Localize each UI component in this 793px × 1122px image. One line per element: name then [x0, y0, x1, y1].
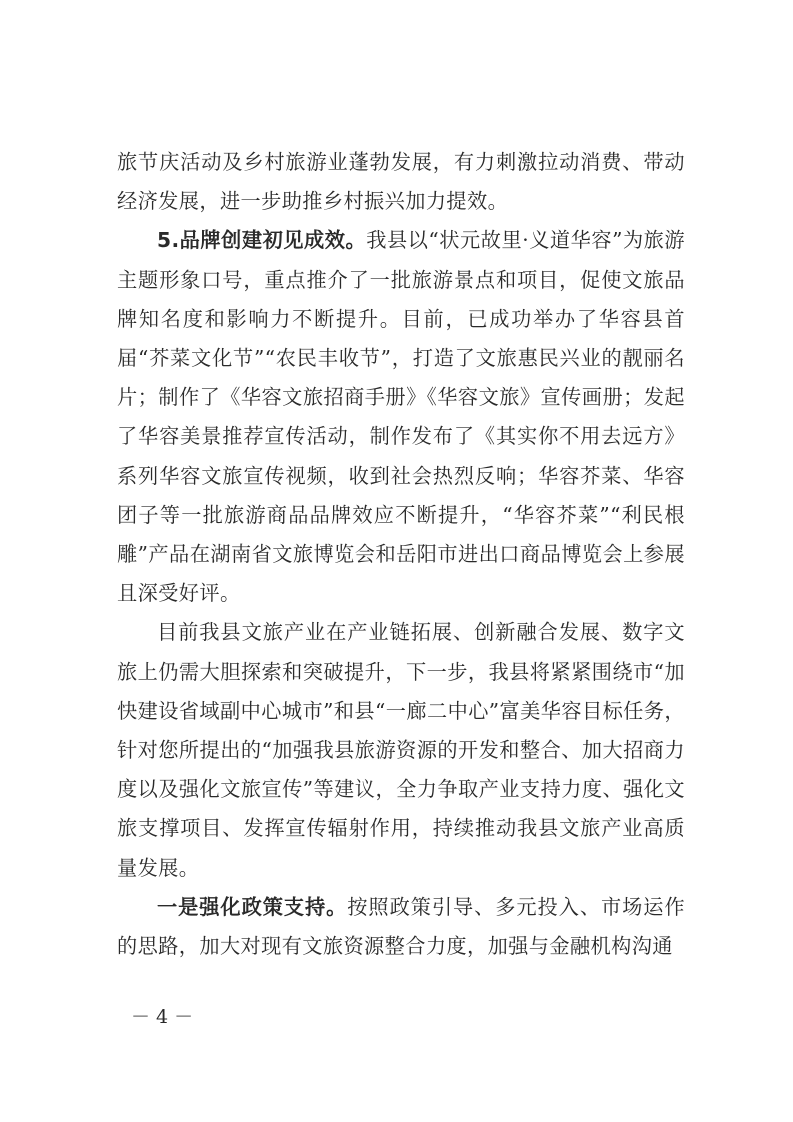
document-body [117, 143, 685, 966]
paragraph-text: 按照政策引导、多元投入、市场运作的思路，加大对现有文旅资源整合力度，加强与金融机构沟通 [117, 894, 685, 959]
paragraph-next-steps [117, 613, 685, 887]
paragraph-heading: 一是强化政策支持。 [157, 894, 348, 919]
paragraph-continuation [117, 143, 685, 221]
paragraph-policy-support [117, 888, 685, 966]
paragraph-text: 我县以“状元故里·义道华容”为旅游主题形象口号，重点推介了一批旅游景点和项目，促使文旅品牌知名度和影响力不断提升。目前，已成功举办了华容县首届“芥菜文化节”“农民丰收节”，打造了文旅惠民兴业的靓丽名片；制作了《华容文旅招商手册》《华容文旅》宣传画册；发起了华容美景推荐宣传活动，制作发布了《其实你不用去远方》系列华容文旅宣传视频，收到社会热烈反响；华容芥菜、华容团子等一批旅游商品品牌效应不断提升，“华容芥菜”“利民根雕”产品在湖南省文旅博览会和岳阳市进出口商品博览会上参展且深受好评。 [117, 228, 685, 606]
paragraph-text: 旅节庆活动及乡村旅游业蓬勃发展，有力刺激拉动消费、带动经济发展，进一步助推乡村振兴加力提效。 [117, 150, 685, 214]
page-number: － 4 － [131, 1006, 194, 1028]
paragraph-brand-building [117, 221, 685, 613]
paragraph-text: 目前我县文旅产业在产业链拓展、创新融合发展、数字文旅上仍需大胆探索和突破提升，下一步，我县将紧紧围绕市“加快建设省域副中心城市”和县“一廊二中心”富美华容目标任务，针对您所提出的“加强我县旅游资源的开发和整合、加大招商力度以及强化文旅宣传”等建议，全力争取产业支持力度、强化文旅支撑项目、发挥宣传辐射作用，持续推动我县文旅产业高质量发展。 [117, 620, 685, 880]
paragraph-heading: 5.品牌创建初见成效。 [157, 228, 367, 253]
